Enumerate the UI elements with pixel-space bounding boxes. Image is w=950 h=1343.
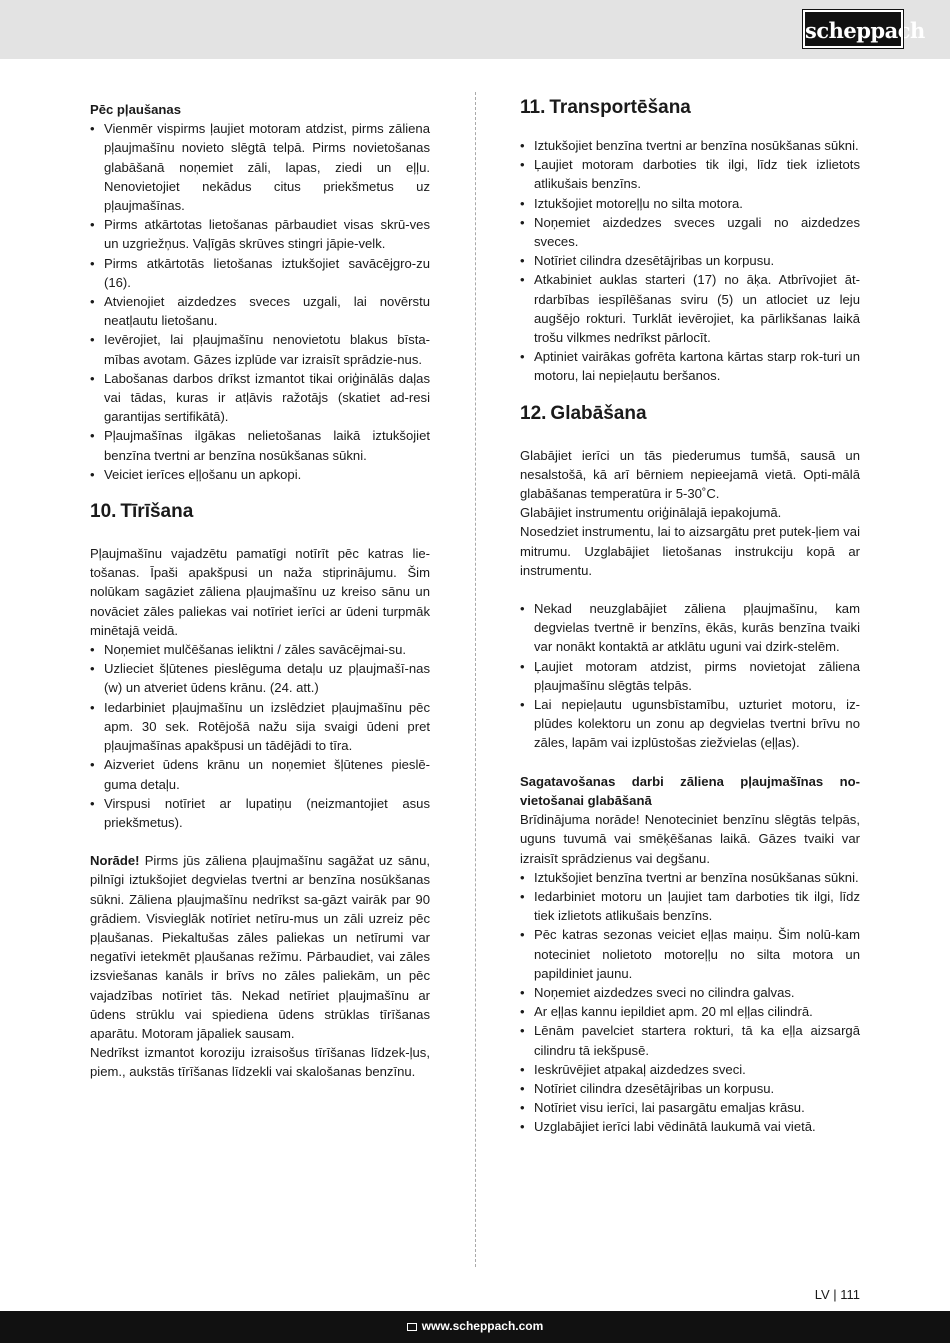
section-number: 12. (520, 402, 547, 424)
list-item: • Iztukšojiet benzīna tvertni ar benzīna nosūkšanas sūkni. (520, 868, 860, 887)
cleaning-intro: Pļaujmašīnu vajadzētu pamatīgi notīrīt pēc katras lie-tošanas. Īpaši apakšpusi un naža stiprinājumu. Šim nolūkam sagāziet zāliena pļaujmašīnu uz kreiso sānu un novāciet zāles paliekas vai notīriet ierīci ar ūdeni turpmāk minētajā veidā. (90, 546, 430, 638)
section-title-text: Tīrīšana (120, 501, 194, 523)
section-title-text: Transportēšana (549, 97, 691, 118)
note-label: Norāde! (90, 853, 140, 869)
column-divider (475, 92, 476, 1267)
list-item: • Atkabiniet auklas starteri (17) no āķa. Atbrīvojiet āt-rdarbības iespīlēšanas sviru (5) un atlociet uz leju augšējo rokturi. Turklāt ievērojiet, ka pārlikšanas laikā trošu vilkmes nedrīkst pārlocīt. (520, 270, 860, 347)
section-title-storage (520, 402, 860, 426)
list-item: • Noņemiet aizdedzes sveces uzgali no aizdedzes sveces. (520, 213, 860, 251)
list-item: • Pēc katras sezonas veiciet eļļas maiņu. Šim nolū-kam noteciniet nolietoto motoreļļu no silta motora un papildiniet jaunu. (520, 925, 860, 983)
cleaning-list (90, 640, 430, 832)
list-item: • Atvienojiet aizdedzes sveces uzgali, lai novērstu neatļautu lietošanu. (90, 292, 430, 330)
transport-list (520, 136, 860, 386)
page-header (0, 0, 950, 59)
list-item: • Nekad neuzglabājiet zāliena pļaujmašīnu, kam degvielas tvertnē ir benzīns, ēkās, kurās benzīna tvaiki var nonākt kontaktā ar atklātu uguni vai dzirk-stelēm. (520, 599, 860, 657)
list-item: • Noņemiet mulčēšanas ieliktni / zāles savācējmai-su. (90, 640, 430, 659)
website-link[interactable]: www.scheppach.com (421, 1319, 544, 1333)
list-item: • Aizveriet ūdens krānu un noņemiet šļūtenes pieslē-guma detaļu. (90, 755, 430, 793)
list-item: • Noņemiet aizdedzes sveci no cilindra galvas. (520, 983, 860, 1002)
warning-paragraph: Brīdinājuma norāde! Nenoteciniet benzīnu slēgtās telpās, uguns tuvumā vai smēķēšanas laikā. Gāzes tvaiki var izraisīt sprādzienus vai degšanu. (520, 812, 860, 866)
list-item: • Aptiniet vairākas gofrēta kartona kārtas starp rok-turi un motoru, lai nepieļautu beršanos. (520, 347, 860, 385)
list-item: • Ļaujiet motoram darboties tik ilgi, līdz tiek izlietots atlikušais benzīns. (520, 155, 860, 193)
section-number: 11. (520, 97, 546, 118)
list-item: • Veiciet ierīces eļļošanu un apkopi. (90, 465, 430, 484)
list-item: • Notīriet cilindra dzesētājribas un korpusu. (520, 1079, 860, 1098)
list-item: • Ievērojiet, lai pļaujmašīnu nenovietotu blakus bīsta-mības avotam. Gāzes izplūde var izraisīt sprādzie-nus. (90, 330, 430, 368)
cleaning-note (90, 851, 430, 1043)
list-item: • Vienmēr vispirms ļaujiet motoram atdzist, pirms zāliena pļaujmašīnu novieto slēgtā telpā. Pirms novietošanas glabāšanā noņemiet zāli, lapas, ziedi un eļļu. Nenovietojiet nekādus citus priekšmetus uz pļaujmašīnas. (90, 119, 430, 215)
list-item: • Iedarbiniet pļaujmašīnu un izslēdziet pļaujmašīnu pēc apm. 30 sek. Rotējošā nažu sija svaigi ūdeni pret pļaujmašīnas apakšpusi un tādējādi to tīra. (90, 698, 430, 756)
brand-logo: scheppach (803, 10, 903, 48)
list-item: • Iztukšojiet benzīna tvertni ar benzīna nosūkšanas sūkni. (520, 136, 860, 155)
list-item: • Ar eļļas kannu iepildiet apm. 20 ml eļļas cilindrā. (520, 1002, 860, 1021)
list-item: • Notīriet cilindra dzesētājribas un korpusu. (520, 251, 860, 270)
list-item: • Iztukšojiet motoreļļu no silta motora. (520, 194, 860, 213)
list-item: • Iedarbiniet motoru un ļaujiet tam darboties tik ilgi, līdz tiek izlietots atlikušais benzīns. (520, 887, 860, 925)
list-item: • Uzlieciet šļūtenes pieslēguma detaļu uz pļaujmašī-nas (w) un atveriet ūdens krānu. (24. att.) (90, 659, 430, 697)
storage-list (520, 599, 860, 753)
section-title-cleaning (90, 500, 430, 524)
monitor-icon (407, 1323, 417, 1331)
list-item: • Lēnām pavelciet startera rokturi, tā ka eļļa aizsargā cilindru tā iekšpusē. (520, 1021, 860, 1059)
note-text: Pirms jūs zāliena pļaujmašīnu sagāžat uz sānu, pilnīgi iztukšojiet degvielas tvertni ar benzīna nosūkšanas sūkni. Zāliena pļaujmašīnu nedrīkst sa-gāzt vairāk par 90 grādiem. Visvieglāk notīriet netīru-mus un zāli uzreiz pēc pļaušanas. Piekaltušas zāles paliekas un netīrumi var negatīvi ietekmēt pļaušanas režīmu. Pārbaudiet, vai zāles izsviešanas kanāls ir brīvs no zāles paliekām, un pēc vajadzības notīriet tās. Nekad netīriet pļaujmašīnu ar ūdens strūklu vai spiediena ūdens strūklas tīrīšanas aparātu. Motoram jāpaliek sausam. (90, 853, 430, 1041)
section-heading: Pēc pļaušanas (90, 102, 181, 117)
subsection-heading: Sagatavošanas darbi zāliena pļaujmašīnas no-vietošanai glabāšanā (520, 773, 860, 808)
section-number: 10. (90, 501, 117, 523)
storage-paragraph: Glabājiet instrumentu oriģinālajā iepakojumā. (520, 505, 782, 521)
list-item: • Ļaujiet motoram atdzist, pirms novietojat zāliena pļaujmašīnu slēgtās telpās. (520, 657, 860, 695)
left-column (90, 100, 430, 1082)
page-footer (0, 1311, 950, 1343)
page-number: LV | 111 (814, 1287, 860, 1302)
list-item: • Pirms atkārtotās lietošanas iztukšojiet savācējgro-zu (16). (90, 254, 430, 292)
list-item: • Virspusi notīriet ar lupatiņu (neizmantojiet asus priekšmetus). (90, 794, 430, 832)
list-item: • Uzglabājiet ierīci labi vēdinātā laukumā vai vietā. (520, 1117, 860, 1136)
section-title-text: Glabāšana (550, 402, 647, 424)
after-mowing-list (90, 119, 430, 484)
section-title-transport (520, 96, 860, 120)
list-item: • Ieskrūvējiet atpakaļ aizdedzes sveci. (520, 1060, 860, 1079)
storage-prep-list (520, 868, 860, 1137)
storage-paragraph: Nosedziet instrumentu, lai to aizsargātu pret putek-ļiem vai mitrumu. Uzglabājiet lietošanas instrukciju kopā ar instrumentu. (520, 524, 860, 578)
list-item: • Pļaujmašīnas ilgākas nelietošanas laikā iztukšojiet benzīna tvertni ar benzīna nosūkšanas sūkni. (90, 426, 430, 464)
list-item: • Notīriet visu ierīci, lai pasargātu emaljas krāsu. (520, 1098, 860, 1117)
list-item: • Labošanas darbos drīkst izmantot tikai oriģinālās daļas vai tādas, kuras ir atļāvis ražotājs (skatiet ad-resi garantijas sertifikātā). (90, 369, 430, 427)
storage-paragraph: Glabājiet ierīci un tās piederumus tumšā, sausā un nesalstošā, kā arī bērniem nepieejamā vietā. Opti-mālā glabāšanas temperatūra ir 5-30˚C. (520, 447, 860, 502)
list-item: • Pirms atkārtotas lietošanas pārbaudiet visas skrū-ves un uzgriežņus. Vaļīgās skrūves stingri jāpie-velk. (90, 215, 430, 253)
list-item: • Lai nepieļautu ugunsbīstamību, uzturiet motoru, iz-plūdes kolektoru un zonu ap degvielas tvertni brīvu no zāles, lapām vai izplūstošas ziežvielas (eļļas). (520, 695, 860, 753)
right-column (520, 97, 860, 1137)
cleaning-note-2: Nedrīkst izmantot koroziju izraisošus tīrīšanas līdzek-ļus, piem., aukstās tīrīšanas līdzekli vai skalošanas benzīnu. (90, 1045, 430, 1080)
